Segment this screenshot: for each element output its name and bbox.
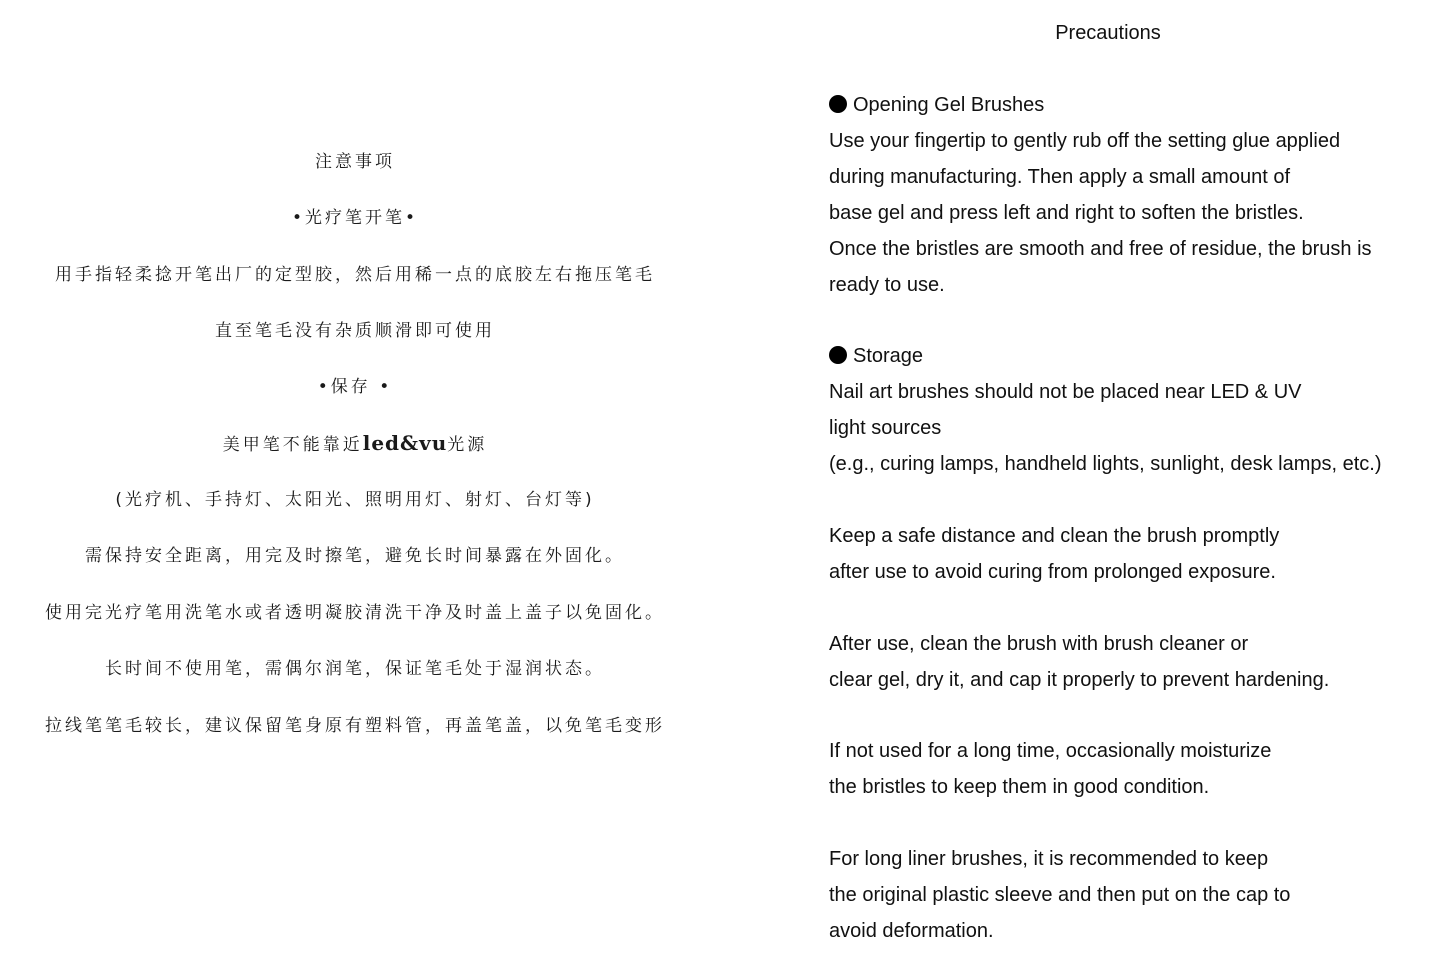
en-section1-heading-row [829, 92, 1044, 118]
cn-section1-line1: 用手指轻柔捻开笔出厂的定型胶，然后用稀一点的底胶左右拖压笔毛 [55, 265, 655, 285]
cn-section1-heading: •光疗笔开笔• [291, 208, 419, 228]
bullet-icon [829, 346, 847, 364]
en-para1-line: Keep a safe distance and clean the brush promptly [829, 525, 1280, 547]
cn-section2-line2: (光疗机、手持灯、太阳光、照明用灯、射灯、台灯等) [115, 490, 595, 510]
cn-section2-line1-suffix: 光源 [447, 435, 488, 455]
en-section2-line: Nail art brushes should not be placed near LED & UV [829, 381, 1302, 403]
en-para2-line: After use, clean the brush with brush cleaner or [829, 633, 1249, 655]
en-section1-line: base gel and press left and right to soften the bristles. [829, 202, 1304, 224]
cn-title: 注意事项 [315, 152, 395, 172]
en-section1-line: Once the bristles are smooth and free of residue, the brush is [829, 238, 1372, 260]
bullet-icon [829, 95, 847, 113]
en-section2-heading: Storage [853, 345, 924, 367]
en-section1-line: during manufacturing. Then apply a small amount of [829, 166, 1291, 188]
cn-section2-heading: •保存 • [317, 377, 393, 397]
en-section2-heading-row [829, 343, 923, 369]
cn-led-uv-text: led&vu [362, 431, 448, 455]
cn-section2-line4: 使用完光疗笔用洗笔水或者透明凝胶清洗干净及时盖上盖子以免固化。 [45, 603, 665, 623]
cn-section2-line5: 长时间不使用笔，需偶尔润笔，保证笔毛处于湿润状态。 [105, 659, 605, 679]
cn-section1-line2: 直至笔毛没有杂质顺滑即可使用 [215, 321, 495, 341]
en-para4-line: avoid deformation. [829, 920, 994, 942]
en-section1-line: ready to use. [829, 274, 945, 296]
en-para1-line: after use to avoid curing from prolonged exposure. [829, 561, 1276, 583]
en-title: Precautions [1055, 22, 1161, 44]
en-para3-line: the bristles to keep them in good condition. [829, 776, 1210, 798]
en-para4-line: the original plastic sleeve and then put on the cap to [829, 884, 1291, 906]
en-para3-line: If not used for a long time, occasionally moisturize [829, 740, 1272, 762]
cn-section2-line1-prefix: 美甲笔不能靠近 [222, 435, 363, 455]
cn-section2-line6: 拉线笔笔毛较长，建议保留笔身原有塑料管，再盖笔盖，以免笔毛变形 [45, 716, 665, 736]
en-section2-line: light sources [829, 417, 942, 439]
en-section1-heading: Opening Gel Brushes [853, 94, 1045, 116]
en-para4-line: For long liner brushes, it is recommended to keep [829, 848, 1269, 870]
cn-section2-line3: 需保持安全距离，用完及时擦笔，避免长时间暴露在外固化。 [85, 546, 625, 566]
en-section2-line: (e.g., curing lamps, handheld lights, sunlight, desk lamps, etc.) [829, 453, 1382, 475]
en-section1-line: Use your fingertip to gently rub off the setting glue applied [829, 130, 1341, 152]
en-para2-line: clear gel, dry it, and cap it properly to prevent hardening. [829, 669, 1330, 691]
